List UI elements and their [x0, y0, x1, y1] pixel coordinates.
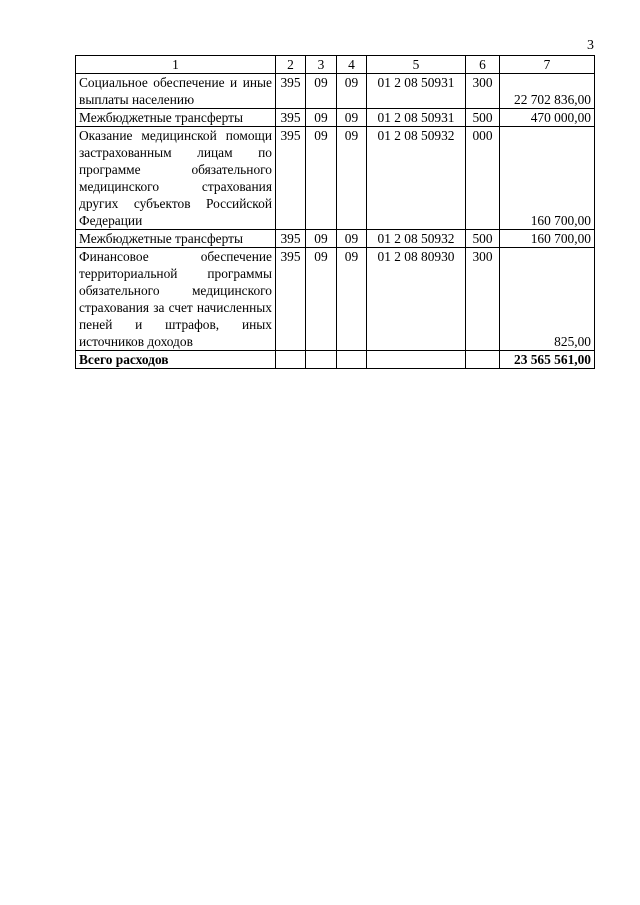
- total-empty-c4: [337, 351, 367, 369]
- row-amount: 470 000,00: [500, 109, 595, 127]
- table-row: [76, 74, 595, 109]
- total-empty-c6: [466, 351, 500, 369]
- row-c2: 395: [276, 127, 306, 230]
- header-col-2: 2: [276, 56, 306, 74]
- row-c5: 01 2 08 50932: [367, 230, 466, 248]
- row-c3: 09: [306, 74, 337, 109]
- row-name: Межбюджетные трансферты: [76, 230, 276, 248]
- row-c4: 09: [337, 74, 367, 109]
- table-row: [76, 127, 595, 230]
- row-c5: 01 2 08 50931: [367, 109, 466, 127]
- row-c3: 09: [306, 127, 337, 230]
- row-c6: 500: [466, 230, 500, 248]
- row-amount: 160 700,00: [500, 127, 595, 230]
- total-row: [76, 351, 595, 369]
- row-name: Финансовое обеспечение территориальной программы обязательного медицинского страхования за счет начисленных пеней и штрафов, иных источников доходов: [76, 248, 276, 351]
- row-c2: 395: [276, 109, 306, 127]
- row-c6: 500: [466, 109, 500, 127]
- row-c3: 09: [306, 230, 337, 248]
- row-c2: 395: [276, 230, 306, 248]
- row-c6: 300: [466, 74, 500, 109]
- row-c5: 01 2 08 50931: [367, 74, 466, 109]
- row-c4: 09: [337, 230, 367, 248]
- total-empty-c3: [306, 351, 337, 369]
- row-c4: 09: [337, 127, 367, 230]
- row-c2: 395: [276, 248, 306, 351]
- table-row: [76, 230, 595, 248]
- row-c4: 09: [337, 109, 367, 127]
- table-row: [76, 248, 595, 351]
- header-col-3: 3: [306, 56, 337, 74]
- header-col-1: 1: [76, 56, 276, 74]
- page-number: 3: [587, 38, 594, 53]
- header-col-6: 6: [466, 56, 500, 74]
- header-col-7: 7: [500, 56, 595, 74]
- row-name: Оказание медицинской помощи застрахованным лицам по программе обязательного медицинского страхования других субъектов Российской Федерации: [76, 127, 276, 230]
- row-c6: 300: [466, 248, 500, 351]
- row-c5: 01 2 08 50932: [367, 127, 466, 230]
- row-name: Социальное обеспечение и иные выплаты населению: [76, 74, 276, 109]
- row-c3: 09: [306, 109, 337, 127]
- total-empty-c5: [367, 351, 466, 369]
- row-c3: 09: [306, 248, 337, 351]
- header-col-4: 4: [337, 56, 367, 74]
- row-name: Межбюджетные трансферты: [76, 109, 276, 127]
- header-col-5: 5: [367, 56, 466, 74]
- row-amount: 825,00: [500, 248, 595, 351]
- table-row: [76, 109, 595, 127]
- row-c2: 395: [276, 74, 306, 109]
- total-amount: 23 565 561,00: [500, 351, 595, 369]
- expenditure-table: [75, 55, 595, 369]
- row-c6: 000: [466, 127, 500, 230]
- table-header-row: [76, 56, 595, 74]
- total-empty-c2: [276, 351, 306, 369]
- row-amount: 22 702 836,00: [500, 74, 595, 109]
- row-amount: 160 700,00: [500, 230, 595, 248]
- row-c4: 09: [337, 248, 367, 351]
- total-label: Всего расходов: [76, 351, 276, 369]
- row-c5: 01 2 08 80930: [367, 248, 466, 351]
